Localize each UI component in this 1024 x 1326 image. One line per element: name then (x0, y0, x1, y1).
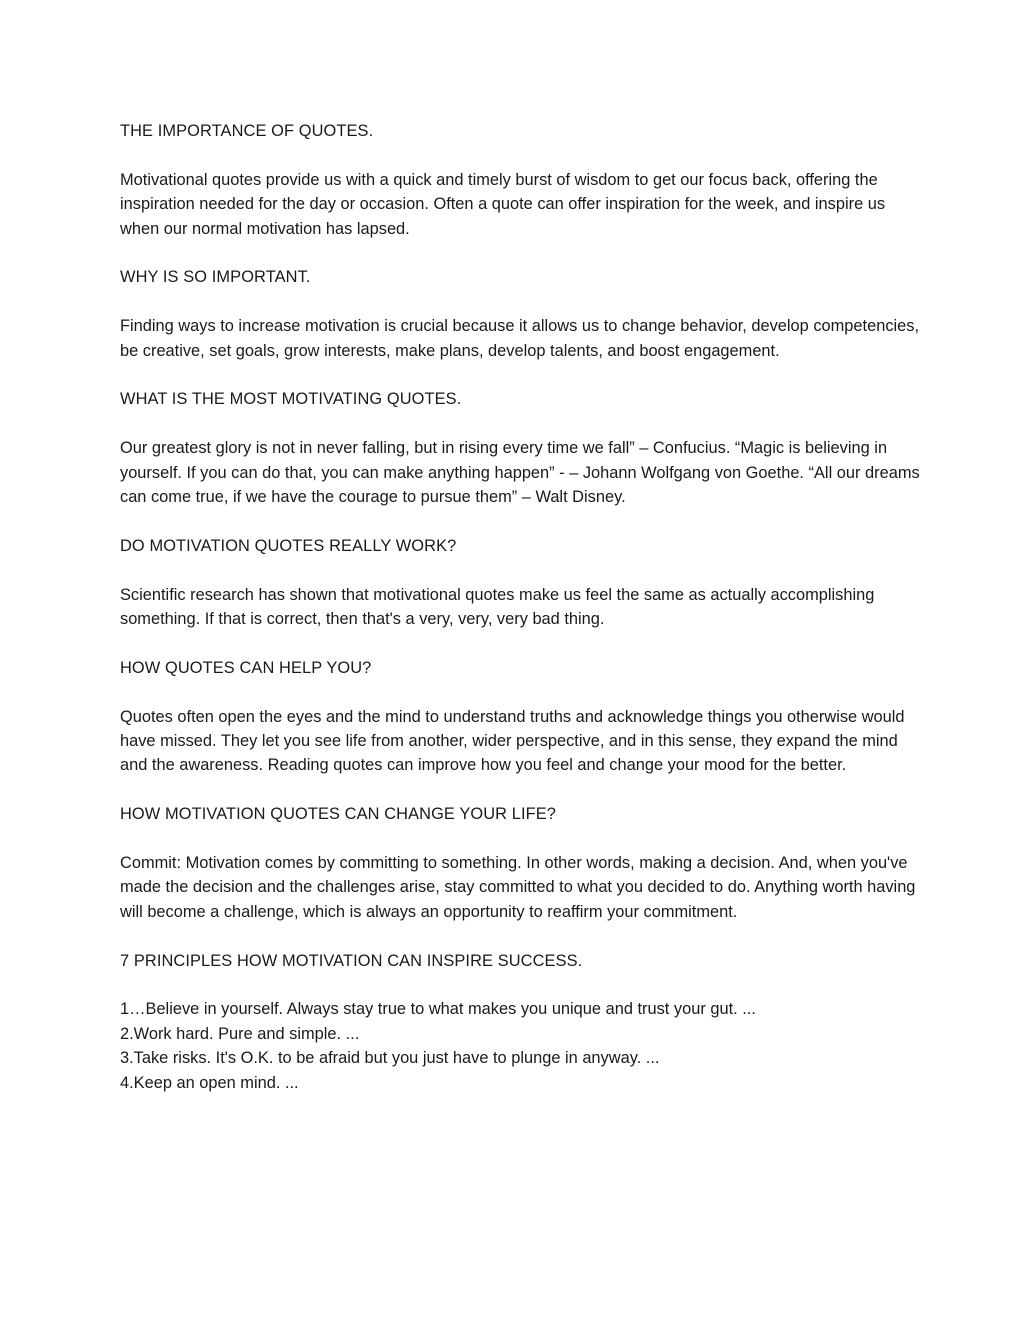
principles-list (120, 997, 920, 1095)
list-item: 3.Take risks. It's O.K. to be afraid but you just have to plunge in anyway. ... (120, 1049, 660, 1068)
section-heading-why-important: WHY IS SO IMPORTANT. (120, 268, 311, 287)
section-heading-change-life: HOW MOTIVATION QUOTES CAN CHANGE YOUR LIFE? (120, 805, 556, 824)
section-heading-most-motivating: WHAT IS THE MOST MOTIVATING QUOTES. (120, 390, 462, 409)
list-item: 2.Work hard. Pure and simple. ... (120, 1024, 360, 1043)
list-item: 4.Keep an open mind. ... (120, 1073, 299, 1092)
section-body-really-work: Scientific research has shown that motivational quotes make us feel the same as actually accomplishing something. If that is correct, then that's a very, very, very bad thing. (120, 585, 875, 629)
section-heading-principles: 7 PRINCIPLES HOW MOTIVATION CAN INSPIRE SUCCESS. (120, 951, 583, 970)
section-body-change-life: Commit: Motivation comes by committing to something. In other words, making a decision. And, when you've made the decision and the challenges arise, stay committed to what you decided to do. Anything worth having will become a challenge, which is always an opportunity to reaffirm your commitment. (120, 854, 916, 921)
section-body-most-motivating: Our greatest glory is not in never falling, but in rising every time we fall” – Confucius. “Magic is believing in yourself. If you can do that, you can make anything happen” - – Johann Wolfgang von Goethe. “All our dreams can come true, if we have the courage to pursue them” – Walt Disney. (120, 439, 920, 507)
section-heading-importance: THE IMPORTANCE OF QUOTES. (120, 122, 374, 140)
section-body-importance: Motivational quotes provide us with a quick and timely burst of wisdom to get our focus back, offering the inspiration needed for the day or occasion. Often a quote can offer inspiration for the week, and inspire us when our normal motivation has lapsed. (120, 170, 886, 238)
section-heading-really-work: DO MOTIVATION QUOTES REALLY WORK? (120, 536, 457, 555)
section-body-why-important: Finding ways to increase motivation is crucial because it allows us to change behavior, develop competencies, be creative, set goals, grow interests, make plans, develop talents, and boost engagement. (120, 317, 920, 360)
section-heading-help-you: HOW QUOTES CAN HELP YOU? (120, 658, 372, 677)
document-body (120, 119, 920, 1095)
section-body-help-you: Quotes often open the eyes and the mind to understand truths and acknowledge things you otherwise would have missed. They let you see life from another, wider perspective, and in this sense, they expand the mind and the awareness. Reading quotes can improve how you feel and change your mood for the better. (120, 707, 905, 775)
list-item: 1…Believe in yourself. Always stay true to what makes you unique and trust your gut. ... (120, 1000, 756, 1019)
